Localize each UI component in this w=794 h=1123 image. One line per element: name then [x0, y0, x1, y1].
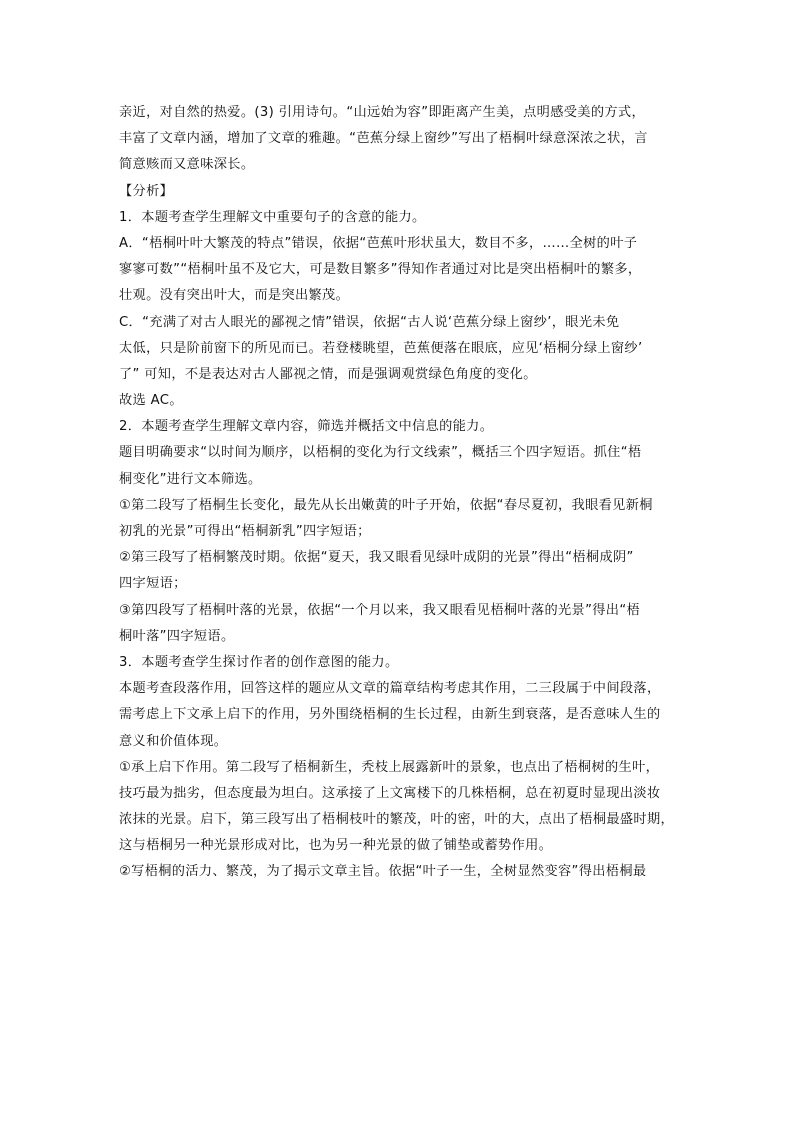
section-heading-analysis: 【分析】	[119, 183, 174, 199]
text-line: 寥寥可数”“梧桐叶虽不及它大，可是数目繁多”得知作者通过对比是突出梧桐叶的繁多，	[119, 262, 642, 278]
text-line: 简意赅而又意味深长。	[119, 157, 255, 173]
text-line: 需考虑上下文承上启下的作用，另外围绕梧桐的生长过程，由新生到衰落，是否意味人生的	[119, 707, 661, 723]
text-line: ②第三段写了梧桐繁茂时期。依据“夏天，我又眼看见绿叶成阴的光景”得出“梧桐成阴”	[119, 550, 634, 566]
text-line: 壮观。没有突出叶大，而是突出繁茂。	[119, 288, 350, 304]
text-line: 了” 可知，不是表达对古人鄙视之情，而是强调观赏绿色角度的变化。	[119, 366, 537, 382]
text-line: ③第四段写了梧桐叶落的光景，依据“一个月以来，我又眼看见梧桐叶落的光景”得出“梧	[119, 602, 641, 618]
text-line: 浓抹的光景。启下，第三段写出了梧桐枝叶的繁茂，叶的密，叶的大，点出了梧桐最盛时期，	[119, 812, 675, 828]
text-line: 桐叶落”四字短语。	[119, 628, 235, 644]
answer-choice-line: 故选 AC。	[119, 393, 183, 409]
text-line: 本题考查段落作用，回答这样的题应从文章的篇章结构考虑其作用，二三段属于中间段落，	[119, 681, 661, 697]
text-line: 四字短语；	[119, 576, 187, 592]
text-line: ②写梧桐的活力、繁茂，为了揭示文章主旨。依据“叶子一生，全树显然变容”得出梧桐最	[119, 864, 647, 880]
text-line: 太低，只是阶前窗下的所见而已。若登楼眺望，芭蕉便落在眼底，应见‘梧桐分绿上窗纱’	[119, 340, 643, 356]
text-line: 这与梧桐另一种光景形成对比，也为另一种光景的做了铺垫或蓄势作用。	[119, 838, 553, 854]
text-line: 桐变化”进行文本筛选。	[119, 471, 262, 487]
text-line: ①第二段写了梧桐生长变化，最先从长出嫩黄的叶子开始，依据“春尽夏初，我眼看见新桐	[119, 497, 653, 513]
question-2-heading: 2．本题考查学生理解文章内容，筛选并概括文中信息的能力。	[119, 419, 494, 435]
text-line: 亲近，对自然的热爱。(3) 引用诗句。“山远始为容”即距离产生美，点明感受美的方式，	[119, 105, 645, 120]
text-line: C．“充满了对古人眼光的鄙视之情”错误，依据“古人说‘芭蕉分绿上窗纱’，眼光未免	[119, 314, 620, 330]
question-3-heading: 3．本题考查学生探讨作者的创作意图的能力。	[119, 654, 399, 670]
text-line: ①承上启下作用。第二段写了梧桐新生，秃枝上展露新叶的景象，也点出了梧桐树的生叶，	[119, 759, 660, 775]
text-line: A．“梧桐叶叶大繁茂的特点”错误，依据“芭蕉叶形状虽大，数目不多，……全树的叶子	[119, 235, 638, 251]
text-line: 技巧最为拙劣，但态度最为坦白。这承接了上文寓楼下的几株梧桐，总在初夏时显现出淡妆	[119, 785, 661, 801]
question-1-heading: 1．本题考查学生理解文中重要句子的含意的能力。	[119, 209, 426, 225]
text-line: 题目明确要求“以时间为顺序，以梧桐的变化为行文线索”，概括三个四字短语。抓住“梧	[119, 445, 642, 461]
text-line: 丰富了文章内涵，增加了文章的雅趣。“芭蕉分绿上窗纱”写出了梧桐叶绿意深浓之状，言	[119, 131, 648, 147]
text-line: 意义和价值体现。	[119, 733, 228, 749]
text-line: 初乳的光景”可得出“梧桐新乳”四字短语；	[119, 524, 371, 539]
answer-analysis-text	[119, 100, 677, 886]
